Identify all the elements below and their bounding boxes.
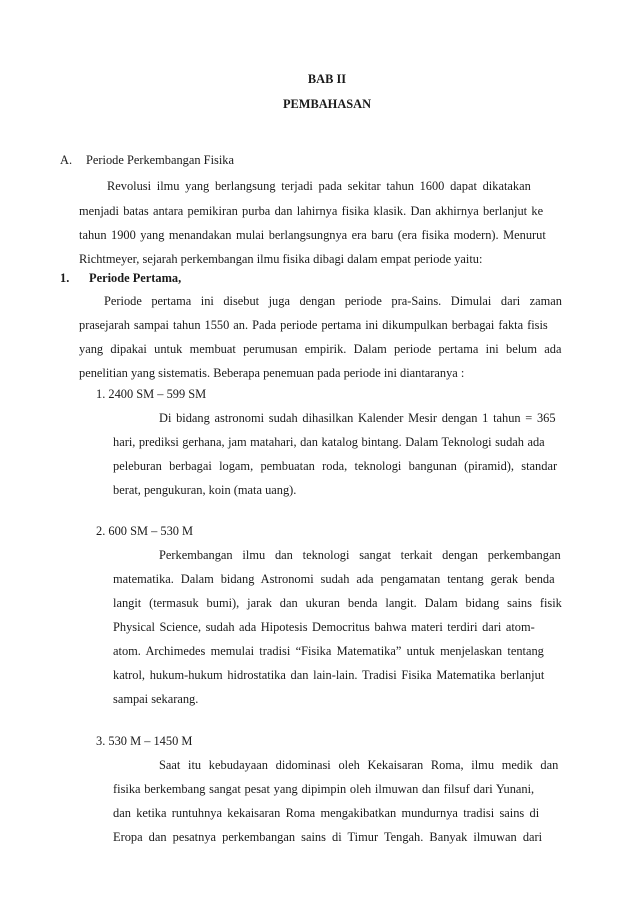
paragraph-line xyxy=(79,205,561,217)
chapter-title: PEMBAHASAN xyxy=(282,97,372,111)
paragraph-line xyxy=(79,253,561,265)
text-line: Di bidang astronomi sudah dihasilkan Kalender Mesir dengan 1 tahun = 365 xyxy=(159,411,556,425)
list-item-label: 1. 2400 SM – 599 SM xyxy=(96,387,207,401)
text-line: peleburan berbagai logam, pembuatan roda, teknologi bangunan (piramid), standar xyxy=(113,459,558,473)
list-item-line xyxy=(113,573,555,585)
list-item-line xyxy=(113,783,534,795)
paragraph-line xyxy=(79,367,464,379)
list-item-line xyxy=(113,484,296,496)
text-line: fisika berkembang sangat pesat yang dipimpin oleh ilmuwan dan filsuf dari Yunani, xyxy=(113,782,535,796)
paragraph-line xyxy=(79,319,548,331)
list-item-line xyxy=(113,460,557,472)
chapter-label: BAB II xyxy=(307,72,347,86)
text-line: langit (termasuk bumi), jarak dan ukuran benda langit. Dalam bidang sains fisik xyxy=(113,596,562,610)
text-line: Physical Science, sudah ada Hipotesis Democritus bahwa materi terdiri dari atom- xyxy=(113,620,535,634)
text-line: hari, prediksi gerhana, jam matahari, dan katalog bintang. Dalam Teknologi sudah ada xyxy=(113,435,545,449)
list-item-label: 2. 600 SM – 530 M xyxy=(96,524,194,538)
list-item-line xyxy=(159,412,556,424)
text-line: Richtmeyer, sejarah perkembangan ilmu fisika dibagi dalam empat periode yaitu: xyxy=(79,252,483,266)
list-item-line xyxy=(159,759,558,771)
text-line: matematika. Dalam bidang Astronomi sudah ada pengamatan tentang gerak benda xyxy=(113,572,555,586)
text-line: Periode pertama ini disebut juga dengan periode pra-Sains. Dimulai dari zaman xyxy=(104,294,562,308)
list-item-line xyxy=(113,831,542,843)
paragraph-line xyxy=(107,180,561,192)
text-line: yang dipakai untuk membuat perumusan empirik. Dalam periode pertama ini belum ada xyxy=(79,342,562,356)
list-item-line xyxy=(113,669,544,681)
text-line: Eropa dan pesatnya perkembangan sains di Timur Tengah. Banyak ilmuwan dari xyxy=(113,830,543,844)
list-item-line xyxy=(113,621,535,633)
text-line: katrol, hukum-hukum hidrostatika dan lain-lain. Tradisi Fisika Matematika berlanjut xyxy=(113,668,545,682)
text-line: tahun 1900 yang menandakan mulai berlangsungnya era baru (era fisika modern). Menurut xyxy=(79,228,546,242)
list-item-line xyxy=(113,597,562,609)
list-item-line xyxy=(113,807,539,819)
text-line: sampai sekarang. xyxy=(113,692,199,706)
paragraph-line xyxy=(104,295,562,307)
text-line: Revolusi ilmu yang berlangsung terjadi pada sekitar tahun 1600 dapat dikatakan xyxy=(107,179,531,193)
section-title: Periode Perkembangan Fisika xyxy=(86,153,234,167)
list-item-line xyxy=(159,549,561,561)
text-line: Saat itu kebudayaan didominasi oleh Kekaisaran Roma, ilmu medik dan xyxy=(159,758,559,772)
section-letter: A. xyxy=(60,153,73,167)
text-line: atom. Archimedes memulai tradisi “Fisika Matematika” untuk menjelaskan tentang xyxy=(113,644,544,658)
text-line: dan ketika runtuhnya kekaisaran Roma mengakibatkan mundurnya tradisi sains di xyxy=(113,806,540,820)
text-line: prasejarah sampai tahun 1550 an. Pada periode pertama ini dikumpulkan berbagai fakta fisis xyxy=(79,318,548,332)
text-line: menjadi batas antara pemikiran purba dan lahirnya fisika klasik. Dan akhirnya berlanjut ke xyxy=(79,204,544,218)
list-item-label: 3. 530 M – 1450 M xyxy=(96,734,193,748)
list-item-line xyxy=(113,645,544,657)
text-line: berat, pengukuran, koin (mata uang). xyxy=(113,483,297,497)
text-line: Perkembangan ilmu dan teknologi sangat terkait dengan perkembangan xyxy=(159,548,561,562)
paragraph-line xyxy=(79,229,561,241)
text-line: penelitian yang sistematis. Beberapa penemuan pada periode ini diantaranya : xyxy=(79,366,465,380)
list-item-line xyxy=(113,436,545,448)
period-title: Periode Pertama, xyxy=(89,271,182,285)
list-item-line xyxy=(113,693,198,705)
paragraph-line xyxy=(79,343,562,355)
period-number: 1. xyxy=(60,271,70,285)
